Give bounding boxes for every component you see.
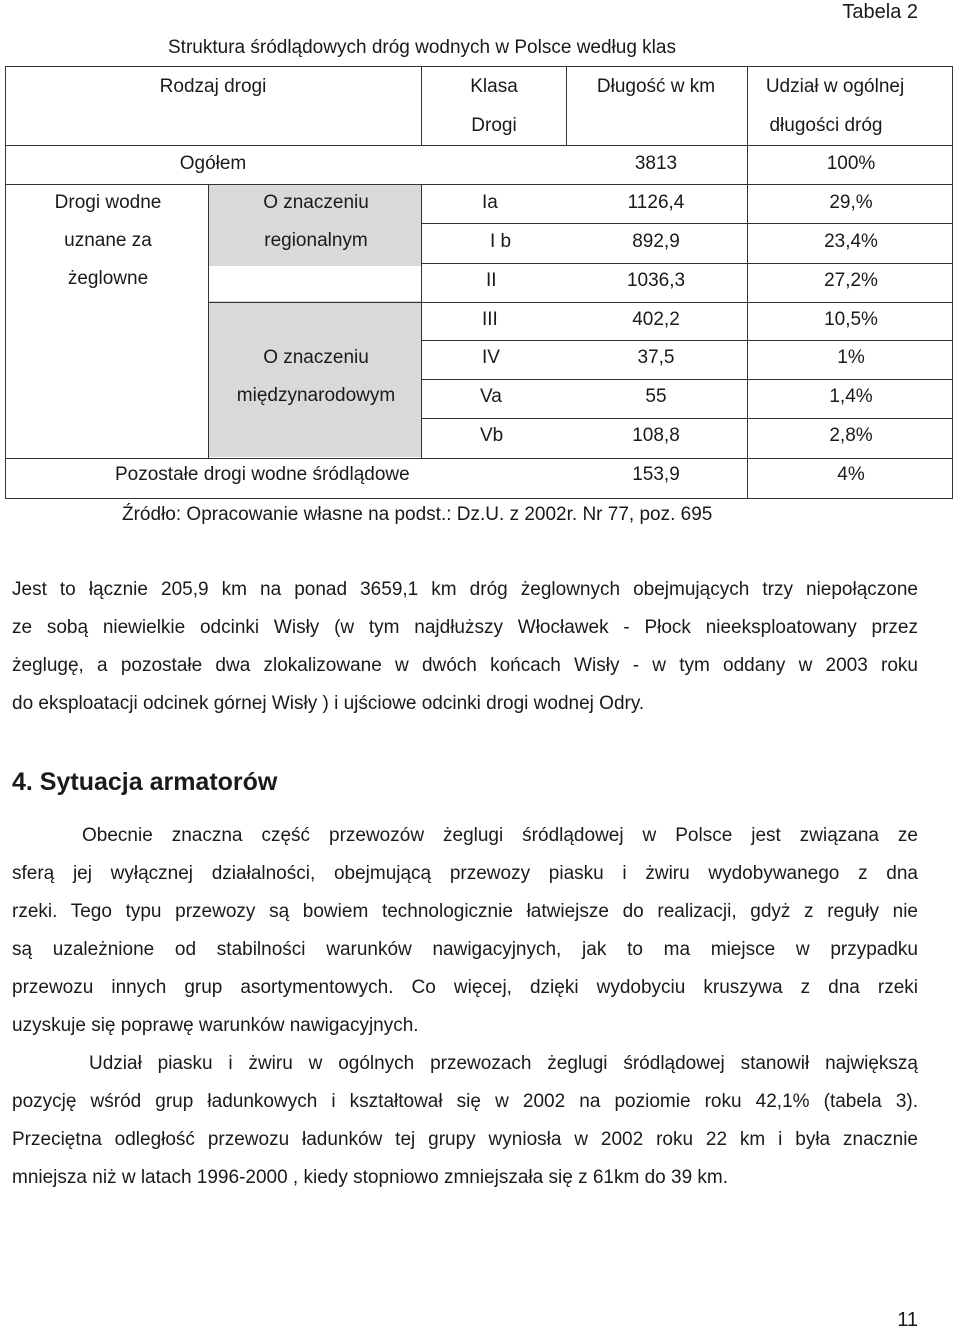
group-main-line2: uznane za <box>64 230 152 251</box>
row-length: 108,8 <box>632 425 680 446</box>
paragraph-line: pozycję wśród grup ładunkowych i kształtował się w 2002 na poziomie roku 42,1% (tabela 3). <box>12 1091 918 1112</box>
row-share: 1,4% <box>829 386 873 407</box>
table-title: Struktura śródlądowych dróg wodnych w Polsce według klas <box>168 37 676 58</box>
paragraph-line: sferą jej wyłącznej działalności, obejmującą przewozy piasku i żwiru wydobywanego z dna <box>12 863 918 884</box>
paragraph-line: do eksploatacji odcinek górnej Wisły ) i ujściowe odcinki drogi wodnej Odry. <box>12 693 645 714</box>
row-share: 10,5% <box>824 309 878 330</box>
row-class: II <box>486 270 497 291</box>
header-share-line2: długości dróg <box>769 115 883 136</box>
other-share: 4% <box>837 464 865 485</box>
table-source: Źródło: Opracowanie własne na podst.: Dz.U. z 2002r. Nr 77, poz. 695 <box>122 504 713 525</box>
other-length: 153,9 <box>632 464 680 485</box>
paragraph-line: ze sobą niewielkie odcinki Wisły (w tym najdłuższy Włocławek - Płock nieeksploatowany przez <box>12 617 918 638</box>
total-label: Ogółem <box>179 153 247 174</box>
group-international-line1: O znaczeniu <box>263 347 369 368</box>
row-length: 1126,4 <box>627 192 685 213</box>
paragraph-line: przewozu innych grup asortymentowych. Co więcej, dzięki wydobyciu kruszywa z dna rzeki <box>12 977 918 998</box>
header-road-type: Rodzaj drogi <box>159 76 267 97</box>
row-length: 892,9 <box>632 231 680 252</box>
table-label: Tabela 2 <box>842 1 918 23</box>
row-share: 1% <box>837 347 865 368</box>
group-main-line3: żeglowne <box>67 268 149 289</box>
paragraph-line: mniejsza niż w latach 1996-2000 , kiedy stopniowo zmniejszała się z 61km do 39 km. <box>12 1167 729 1188</box>
row-class: Vb <box>480 425 504 446</box>
paragraph-line: rzeki. Tego typu przewozy są bowiem technologicznie łatwiejsze do realizacji, gdyż z reguły nie <box>12 901 918 922</box>
group-international-line2: międzynarodowym <box>236 385 396 406</box>
group-regional-line1: O znaczeniu <box>263 192 369 213</box>
header-class-line1: Klasa <box>470 76 518 97</box>
paragraph-line: Udział piasku i żwiru w ogólnych przewozach żeglugi śródlądowej stanowił największą <box>89 1053 918 1074</box>
row-share: 23,4% <box>824 231 878 252</box>
row-share: 27,2% <box>824 270 878 291</box>
page-number: 11 <box>897 1309 918 1331</box>
group-main-line1: Drogi wodne <box>54 192 162 213</box>
row-length: 402,2 <box>632 309 680 330</box>
row-class: IV <box>482 347 500 368</box>
total-share: 100% <box>826 153 876 174</box>
row-length: 55 <box>645 386 667 407</box>
header-class-line2: Drogi <box>471 115 517 136</box>
other-label: Pozostałe drogi wodne śródlądowe <box>115 464 410 485</box>
paragraph-1 <box>12 571 918 723</box>
paragraph-line: Przeciętna odległość przewozu ładunków tej grupy wyniosła w 2002 roku 22 km i była znacznie <box>12 1129 918 1150</box>
paragraph-line: żeglugę, a pozostałe dwa zlokalizowane w dwóch końcach Wisły - w tym oddany w 2003 roku <box>12 655 918 676</box>
row-share: 2,8% <box>829 425 873 446</box>
paragraph-line: uzyskuje się poprawę warunków nawigacyjnych. <box>12 1015 419 1036</box>
row-class: Ia <box>482 192 498 213</box>
paragraph-line: Obecnie znaczna część przewozów żeglugi śródlądowej w Polsce jest związana ze <box>82 825 918 846</box>
row-share: 29,% <box>829 192 873 213</box>
paragraph-line: są uzależnione od stabilności warunków nawigacyjnych, jak to ma miejsce w przypadku <box>12 939 918 960</box>
row-length: 1036,3 <box>626 270 686 291</box>
row-class: Va <box>480 386 502 407</box>
paragraph-2 <box>12 817 918 1045</box>
paragraph-3 <box>12 1045 918 1197</box>
section-heading: 4. Sytuacja armatorów <box>12 768 278 796</box>
row-class: I b <box>490 231 512 252</box>
group-regional-line2: regionalnym <box>264 230 368 251</box>
total-length: 3813 <box>634 153 678 174</box>
gray-international-area <box>208 301 421 457</box>
header-length: Długość w km <box>596 76 716 97</box>
row-class: III <box>482 309 498 330</box>
header-share-line1: Udział w ogólnej <box>765 76 905 97</box>
paragraph-line: Jest to łącznie 205,9 km na ponad 3659,1 km dróg żeglownych obejmujących trzy niepołączone <box>12 579 918 600</box>
row-length: 37,5 <box>637 347 675 368</box>
